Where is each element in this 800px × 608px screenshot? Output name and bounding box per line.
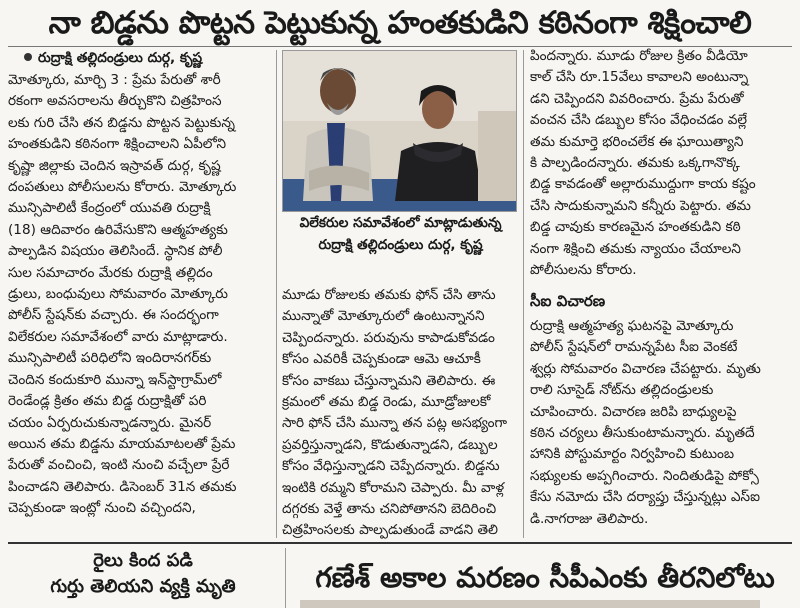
article-column-3a bbox=[530, 46, 792, 281]
text-line: లకు గురి చేసి తన బిడ్డను పొట్టన పెట్టుకున్న bbox=[8, 114, 235, 131]
text-line: కోసం వాకబు చేస్తున్నామని తెలిపారు. ఈ bbox=[282, 372, 496, 389]
photo-caption-line-2: రుద్రాక్షి తల్లిదండ్రులు దుర్గ, కృష్ణ bbox=[318, 237, 483, 253]
byline-text: రుద్రాక్షి తల్లిదండ్రులు దుర్గ, కృష్ణ bbox=[38, 50, 203, 66]
text-line: చూపించారు. విచారణ జరిపి బాధ్యులపై bbox=[530, 403, 737, 420]
article-column-1 bbox=[8, 70, 270, 520]
text-line: కృష్ణా జిల్లాకు చెందిన ఇస్రావత్ దుర్గ, కృష్ణ bbox=[8, 157, 221, 174]
text-line: ఇంటికి రమ్మని కోరామని చెప్పారు. మీ వాళ్ల bbox=[282, 479, 505, 496]
bullet-icon bbox=[24, 53, 32, 61]
text-line: పోలీస్ స్టేషన్‌లో రామన్నపేట సీఐ వెంకటే bbox=[530, 339, 738, 356]
section-subhead: సీఐ విచారణ bbox=[530, 292, 606, 310]
news-photo bbox=[282, 50, 517, 212]
text-line: పిందన్నారు. మూడు రోజుల క్రితం వీడియో bbox=[530, 48, 748, 64]
byline bbox=[8, 50, 270, 69]
next-headline-right: గణేశ్ అకాల మరణం సీపీఎంకు తీరనిలోటు bbox=[315, 561, 775, 594]
text-line: చయం ఏర్పరుచుకున్నాడన్నారు. మైనర్ bbox=[8, 414, 212, 431]
article-column-2 bbox=[282, 285, 519, 542]
text-line: రాలి సూసైడ్ నోట్‌ను తల్లిదండ్రులకు bbox=[530, 382, 714, 399]
text-line: పాల్పడిన విషయం తెలిసిందే. స్థానిక పోలీ bbox=[8, 243, 223, 260]
text-line: బిడ్డ చావుకు కారణమైన హంతకుడిని కఠి bbox=[530, 219, 741, 236]
photo-caption-line-1: విలేకరుల సమావేశంలో మాట్లాడుతున్న bbox=[299, 215, 502, 231]
bottom-rule bbox=[8, 542, 792, 544]
text-line: మూడు రోజులకు తమకు ఫోన్ చేసి తాను bbox=[282, 287, 496, 303]
cut-photo-strip bbox=[300, 600, 760, 608]
article-column-3b bbox=[530, 316, 792, 530]
text-line: చెప్పకుండా ఇంట్లో నుంచి వచ్చిందని, bbox=[8, 500, 196, 517]
next-headline-left-line-1: రైలు కింద పడి bbox=[93, 550, 193, 571]
text-line: చిత్రహింసలకు పాల్పడుతుండే వాడని తెలి bbox=[282, 522, 498, 539]
text-line: అయిన తమ బిడ్డను మాయమాటలతో ప్రేమ bbox=[8, 435, 236, 452]
text-line: డని చెప్పిందని వివరించారు. ప్రేమ పేరుతో bbox=[530, 90, 744, 107]
text-line: సారి ఫోన్ చేసి మున్నా తన పట్ల అసభ్యంగా bbox=[282, 415, 508, 432]
column-divider-1 bbox=[276, 50, 277, 538]
next-headline-left-line-2: గుర్తు తెలియని వ్యక్తి మృతి bbox=[50, 576, 236, 597]
text-line: రెండేండ్ల క్రితం తమ బిడ్డ రుద్రాక్షితో పరి bbox=[8, 393, 207, 410]
text-line: పించాడని తెలిపారు. డిసెంబర్ 31న తమకు bbox=[8, 478, 237, 495]
headline: నా బిడ్డను పొట్టన పెట్టుకున్న హంతకుడిని కఠినంగా శిక్షించాలి bbox=[48, 5, 752, 41]
text-line: కఠిన చర్యలు తీసుకుంటామన్నారు. మృతదే bbox=[530, 425, 755, 442]
text-line: హంతకుడిని కఠినంగా శిక్షించాలని ఏపీలోని bbox=[8, 136, 226, 153]
text-line: డి.నాగరాజు తెలిపారు. bbox=[530, 510, 649, 527]
text-line: మున్నాతో మోత్కూరులో ఉంటున్నానని bbox=[282, 308, 485, 325]
text-line: దంపతులు పోలీసులను కోరారు. మోత్కూరు bbox=[8, 179, 237, 196]
photo-caption bbox=[282, 212, 519, 270]
text-line: కేసు నమోదు చేసి దర్యాప్తు చేస్తున్నట్లు ఎస్ఐ bbox=[530, 489, 760, 506]
bottom-divider bbox=[285, 548, 286, 608]
text-line: కాల్ చేసి రూ.15వేలు కావాలని అంటున్నా bbox=[530, 69, 749, 86]
text-line: సుల సమాచారం మేరకు రుద్రాక్షి తల్లిదం bbox=[8, 264, 213, 281]
text-line: బిడ్డ కావడంతో అల్లారుముద్దుగా కాయ కష్టం bbox=[530, 176, 756, 193]
text-line: మున్సిపాలిటీ పరిధిలోని ఇందిరానగర్‌కు bbox=[8, 350, 212, 367]
text-line: పోలీస్ స్టేషన్‌కు వచ్చారు. ఈ సందర్భంగా bbox=[8, 307, 219, 324]
text-line: మోత్కూరు, మార్చి 3 : ప్రేమ పేరుతో శారీ bbox=[8, 72, 221, 88]
text-line: రుద్రాక్షి ఆత్మహత్య ఘటనపై మోత్కూరు bbox=[530, 318, 734, 334]
parents-photo-illustration bbox=[283, 51, 516, 211]
text-line: తమ కుమార్తె భరించలేక ఈ ఘాయిత్యాని bbox=[530, 133, 744, 150]
text-line: శ్వర్లు సోమవారం విచారణ చేపట్టారు. మృతు bbox=[530, 360, 761, 377]
text-line: (18) ఆదివారం ఉరివేసుకొని ఆత్మహత్యకు bbox=[8, 221, 228, 238]
text-line: క్రమంలో తమ బిడ్డ రెండు, మూడ్రోజులకో bbox=[282, 394, 491, 411]
text-line: ప్రవర్తిస్తున్నాడని, కొడుతున్నాడని, డబ్బుల bbox=[282, 436, 498, 453]
text-line: హానికి పోస్టుమార్టం నిర్వహించి కుటుంబ bbox=[530, 446, 735, 463]
text-line: కోసం ఎవరికీ చెప్పకుండా ఆమె ఆచూకీ bbox=[282, 351, 481, 368]
column-divider-2 bbox=[523, 50, 524, 538]
text-line: డ్రులు, బంధువులు సోమవారం మోత్కూరు bbox=[8, 286, 228, 303]
next-headline-left bbox=[8, 548, 278, 600]
text-line: పోలీసులను కోరారు. bbox=[530, 262, 637, 279]
text-line: విలేకరుల సమావేశంలో వారు మాట్లాడారు. bbox=[8, 328, 228, 345]
text-line: చెందిన కందుకూరి మున్నా ఇన్‌స్టాగ్రామ్‌లో bbox=[8, 371, 222, 388]
text-line: మున్సిపాలిటీ కేంద్రంలో యువతి రుద్రాక్షి bbox=[8, 200, 211, 217]
text-line: చేసి సాదుకున్నామని కన్నీరు పెట్టారు. తమ bbox=[530, 197, 751, 214]
text-line: పేరుతో వంచించి, ఇంటి నుంచి వచ్చేలా ప్రేరే bbox=[8, 457, 230, 474]
text-line: రకంగా అవసరాలను తీర్చుకొని చిత్రహింస bbox=[8, 93, 222, 110]
text-line: నంగా శిక్షించి తమకు న్యాయం చేయాలని bbox=[530, 240, 741, 257]
text-line: వంచన చేసి డబ్బుల కోసం వేధించడం వల్లే bbox=[530, 112, 748, 129]
text-line: కి పాల్పడిందన్నారు. తమకు ఒక్కగానొక్క bbox=[530, 155, 740, 172]
text-line: సభ్యులకు అప్పగించారు. నిందితుడిపై పోక్సో bbox=[530, 467, 759, 484]
text-line: దగ్గరకు వెళ్తే తాను చనిపోతానని బెదిరించి bbox=[282, 501, 497, 518]
text-line: కోసం వేధిస్తున్నాడని చెప్పేదన్నారు. బిడ్డను bbox=[282, 458, 500, 475]
text-line: చెప్పిందన్నారు. పరువును కాపాడుకోవడం bbox=[282, 329, 495, 346]
